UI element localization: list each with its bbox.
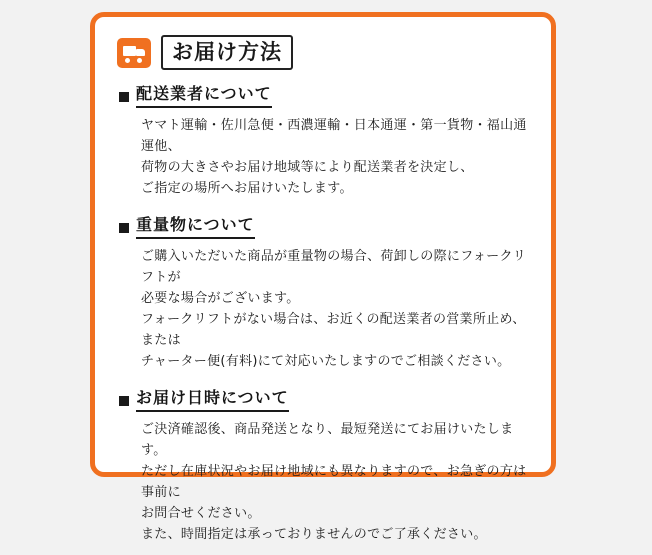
section-line: お問合せください。 bbox=[141, 506, 261, 522]
section-title: 重量物について bbox=[136, 215, 255, 239]
section-body bbox=[141, 115, 531, 199]
section-heading-row bbox=[119, 388, 531, 412]
section-line: また、時間指定は承っておりませんのでご了承ください。 bbox=[141, 527, 487, 543]
section-line: チャーター便(有料)にて対応いたしますのでご相談ください。 bbox=[141, 354, 511, 370]
section-title: お届け日時について bbox=[136, 388, 289, 412]
section-carriers bbox=[119, 84, 531, 199]
section-heading-row bbox=[119, 215, 531, 239]
title-row bbox=[117, 35, 531, 70]
delivery-info-card bbox=[90, 12, 556, 543]
section-delivery-datetime bbox=[119, 388, 531, 545]
section-body bbox=[141, 419, 531, 545]
section-line: ただし在庫状況やお届け地域にも異なりますので、お急ぎの方は事前に bbox=[141, 464, 527, 501]
square-bullet-icon bbox=[119, 223, 129, 233]
section-line: ご購入いただいた商品が重量物の場合、荷卸しの際にフォークリフトが bbox=[141, 249, 527, 286]
section-line: ご決済確認後、商品発送となり、最短発送にてお届けいたします。 bbox=[141, 422, 514, 459]
square-bullet-icon bbox=[119, 92, 129, 102]
delivery-truck-icon bbox=[117, 38, 151, 68]
section-heavy-items bbox=[119, 215, 531, 372]
card-content bbox=[95, 17, 551, 555]
page-title: お届け方法 bbox=[161, 35, 293, 70]
section-line: 荷物の大きさやお届け地域等により配送業者を決定し、 bbox=[141, 160, 474, 176]
section-line: ご指定の場所へお届けいたします。 bbox=[141, 181, 353, 197]
section-title: 配送業者について bbox=[136, 84, 272, 108]
section-heading-row bbox=[119, 84, 531, 108]
section-line: ヤマト運輸・佐川急便・西濃運輸・日本通運・第一貨物・福山通運他、 bbox=[141, 118, 527, 155]
square-bullet-icon bbox=[119, 396, 129, 406]
section-body bbox=[141, 246, 531, 372]
section-line: フォークリフトがない場合は、お近くの配送業者の営業所止め、または bbox=[141, 312, 526, 349]
section-line: 必要な場合がございます。 bbox=[141, 291, 300, 307]
